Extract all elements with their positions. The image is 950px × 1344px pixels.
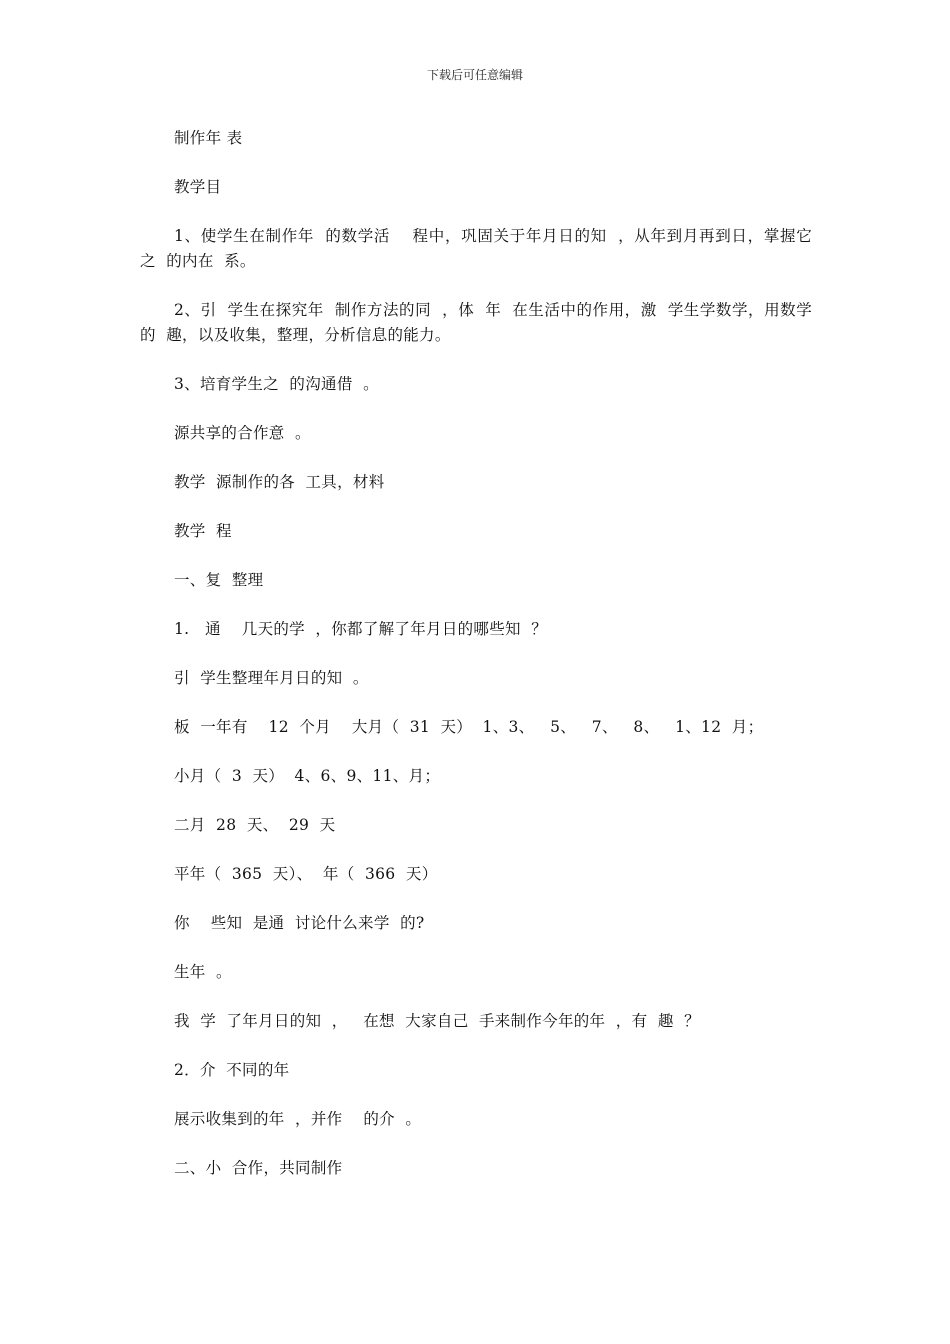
doc-title: 制作年 表 <box>174 129 243 147</box>
teaching-materials: 教学 源制作的各 工具，材料 <box>174 473 385 491</box>
paragraph: 二月 28 天、 29 天 <box>174 816 336 834</box>
objective-1: 1、使学生在制作年 的数学活 程中，巩固关于年月日的知 ，从年到月再到日，掌握它 之 的内在 系。 <box>140 227 823 270</box>
paragraph: 平年（ 365 天）、 年（ 366 天） <box>174 865 438 883</box>
objective-2: 2、引 学生在探究年 制作方法的同 ，体 年 在生活中的作用，激 学生学数学，用数学的 趣，以及收集，整理，分析信息的能力。 <box>140 301 812 344</box>
paragraph: 我 学 了年月日的知 ， 在想 大家自己 手来制作今年的年 ，有 趣 ？ <box>174 1012 700 1030</box>
paragraph: 1. 通 几天的学 ，你都了解了年月日的哪些知 ？ <box>174 620 548 638</box>
page-header: 下载后可任意编辑 <box>426 68 523 82</box>
paragraph: 2．介 不同的年 <box>174 1061 290 1079</box>
step-heading-group-work: 二、小 合作，共同制作 <box>174 1159 343 1177</box>
section-heading-process: 教学 程 <box>174 522 232 540</box>
paragraph: 展示收集到的年 ，并作 的介 。 <box>174 1110 422 1128</box>
paragraph: 生年 。 <box>174 963 232 981</box>
paragraph: 板 一年有 12 个月 大月（ 31 天） 1、3、 5、 7、 8、 1、12 月； <box>174 718 764 736</box>
paragraph: 源共享的合作意 。 <box>174 424 311 442</box>
document-body <box>140 126 823 1205</box>
paragraph: 你 些知 是通 讨论什么来学 的? <box>174 914 425 932</box>
paragraph: 小月（ 3 天） 4、6、9、11、月； <box>174 767 441 785</box>
paragraph: 引 学生整理年月日的知 。 <box>174 669 369 687</box>
objective-3: 3、培育学生之 的沟通借 。 <box>174 375 379 393</box>
step-heading-review: 一、复 整理 <box>174 571 264 589</box>
section-heading-objectives: 教学目 <box>174 178 222 196</box>
